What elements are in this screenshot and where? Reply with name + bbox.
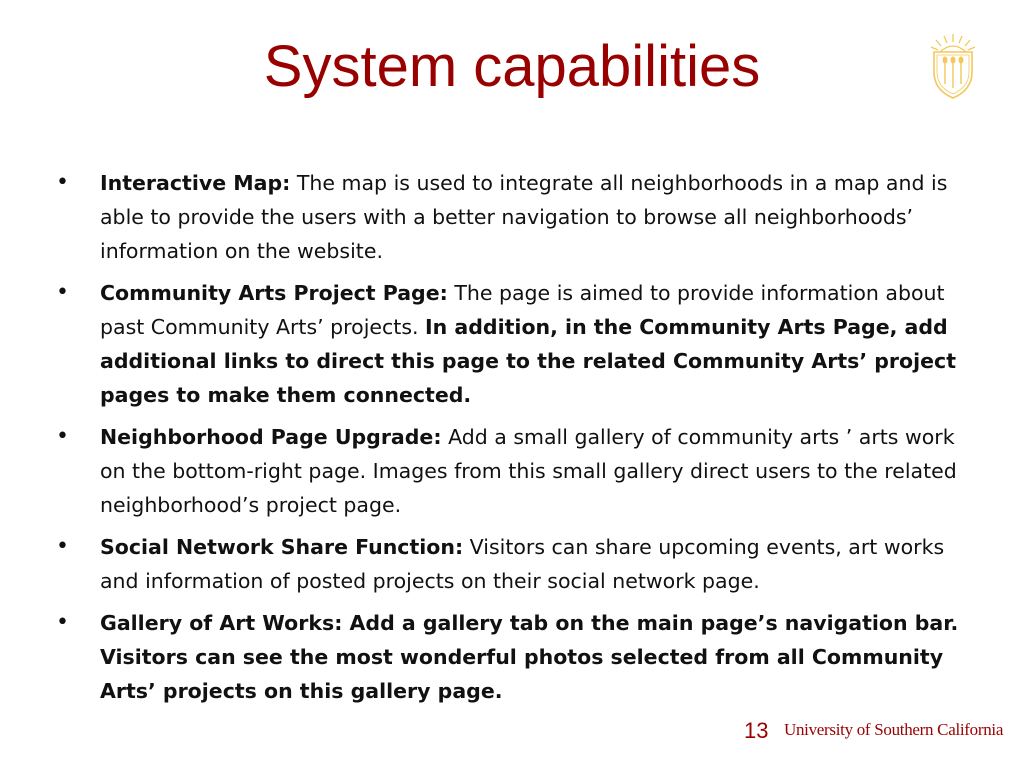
- bullet-item: [56, 530, 981, 598]
- bullet-bold-text: Gallery of Art Works: Add a gallery tab on the main page’s navigation bar. Visitors can see the most wonderful photos selected from all Community Arts’ projects on this gallery page.: [100, 611, 959, 703]
- bullet-dot: •: [56, 280, 69, 305]
- page-number: 13: [744, 718, 769, 743]
- bullet-bold-text: Neighborhood Page Upgrade:: [100, 425, 442, 449]
- bullet-item: [56, 276, 981, 412]
- bullet-bold-text: Community Arts Project Page:: [100, 281, 448, 305]
- bullet-list: [56, 166, 981, 716]
- usc-seal-icon: [928, 32, 978, 100]
- slide-title: System capabilities: [263, 34, 761, 99]
- bullet-text: The map is used to integrate all neighborhoods in a map and is able to provide the users with a better navigation to browse all neighborhoods’ information on the website.: [100, 171, 948, 263]
- bullet-dot: •: [56, 610, 69, 635]
- bullet-bold-text: In addition, in the Community Arts Page, add additional links to direct this page to the related Community Arts’ project pages to make them connected.: [100, 315, 956, 407]
- bullet-item: [56, 166, 981, 268]
- bullet-text: Add a small gallery of community arts ’ arts work on the bottom-right page. Images from this small gallery direct users to the related neighborhood’s project page.: [100, 425, 957, 517]
- bullet-bold-text: Interactive Map:: [100, 171, 291, 195]
- footer-university-name: University of Southern California: [784, 720, 1004, 739]
- bullet-text: The page is aimed to provide information about past Community Arts’ projects.: [100, 281, 945, 339]
- bullet-item: [56, 606, 981, 708]
- bullet-dot: •: [56, 424, 69, 449]
- bullet-item: [56, 420, 981, 522]
- bullet-text: Visitors can share upcoming events, art works and information of posted projects on their social network page.: [100, 535, 945, 593]
- bullet-dot: •: [56, 170, 69, 195]
- bullet-bold-text: Social Network Share Function:: [100, 535, 464, 559]
- bullet-dot: •: [56, 534, 69, 559]
